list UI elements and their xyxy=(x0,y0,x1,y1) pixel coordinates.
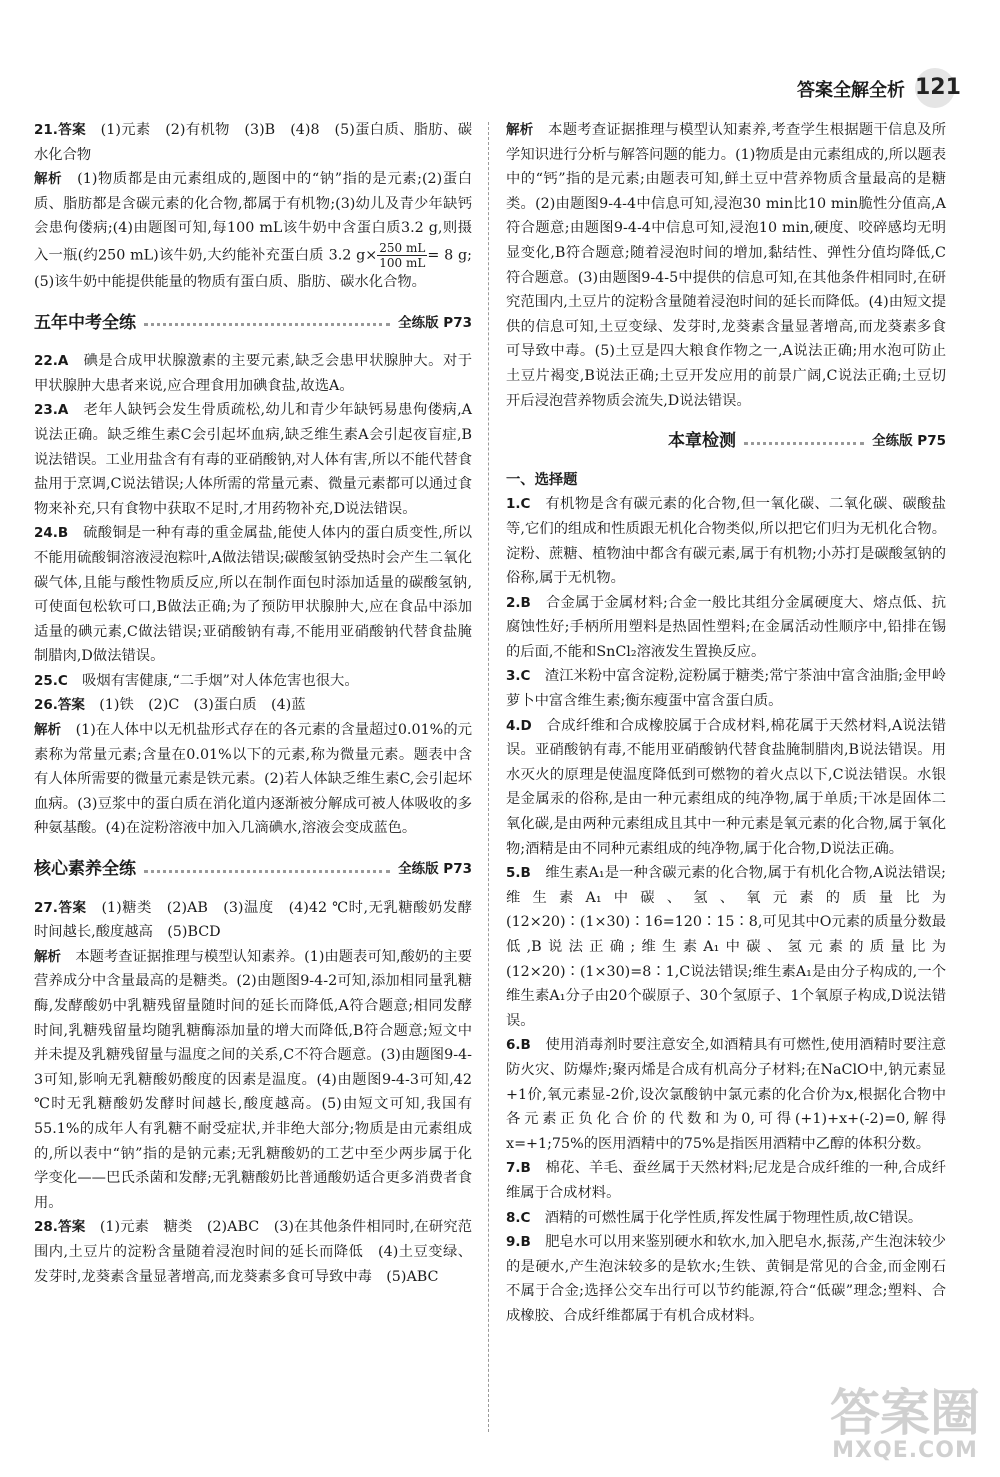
r5: 5.B 维生素A₁是一种含碳元素的化合物,属于有机化合物,A说法错误;维生素A₁中碳、氢、氧元素的质量比为(12×20)∶(1×30)∶16=120∶15∶8,可见其中O元素的质量分数最低,B说法正确;维生素A₁中碳、氢元素的质量比为(12×20)∶(1×30)=8∶1,C说法错误;维生素A₁是由分子构成的,一个维生素A₁分子由20个碳原子、30个氢原子、1个氧原子构成,D说法错误。 xyxy=(506,865,946,1029)
q27-explanation: 解析 本题考查证据推理与模型认知素养。(1)由题表可知,酸奶的主要营养成分中含量最高的是糖类。(2)由题图9-4-2可知,添加相同量乳糖酶,发酵酸奶中乳糖残留量随时间的延长而降低,A符合题意;相同发酵时间,乳糖残留量均随乳糖酶添加量的增大而降低,B符合题意;短文中并未提及乳糖残留量与温度之间的关系,C不符合题意。(3)由题图9-4-3可知,影响无乳糖酸奶酸度的因素是温度。(4)由题图9-4-3可知,42 ℃时无乳糖酸奶发酵时间越长,酸度越高。(5)由短文可知,我国有55.1%的成年人有乳糖不耐受症状,并非绝大部分;物质是由元素组成的,所以表中“钠”指的是钠元素;无乳糖酸奶的工艺中至少两步属于化学变化——巴氏杀菌和发酵;无乳糖酸奶比普通酸奶适合更多消费者食用。 xyxy=(34,948,473,1211)
section-heading: 核心素养全练 全练版 P73 xyxy=(34,859,472,880)
q21-explanation: 解析 (1)物质都是由元素组成的,题图中的“钠”指的是元素;(2)蛋白质、脂肪都是含碳元素的化合物,都属于有机物;(3)幼儿及青少年缺钙会患佝偻病;(4)由题图可知,每100 mL该牛奶中含蛋白质3.2 g,则摄入一瓶(约250 mL)该牛奶,大约能补充蛋白质 3.2 g× $\frac{250 mL}{100 mL}$ = 8 g;(5)该牛奶中能提供能量的物质有蛋白质、脂肪、碳水化合物。 xyxy=(34,171,473,290)
q26-answer: 26.答案 (1)铁 (2)C (3)蛋白质 (4)蓝 xyxy=(34,697,306,714)
r9: 9.B 肥皂水可以用来鉴别硬水和软水,加入肥皂水,振荡,产生泡沫较少的是硬水,产生泡沫较多的是软水;生铁、黄铜是常见的合金,而金刚石不属于合金;选择公交车出行可以节约能源,符合“低碳”理念;塑料、合成橡胶、合成纤维都属于有机合成材料。 xyxy=(506,1234,947,1324)
q25: 25.C 吸烟有害健康,“二手烟”对人体危害也很大。 xyxy=(34,672,359,689)
r2: 2.B 合金属于金属材料;合金一般比其组分金属硬度大、熔点低、抗腐蚀性好;手柄所用塑料是热固性塑料;在金属活动性顺序中,铅排在锡的后面,不能和SnCl₂溶液发生置换反应。 xyxy=(506,594,946,660)
r6: 6.B 使用消毒剂时要注意安全,如酒精具有可燃性,使用酒精时要注意防火灾、防爆炸;聚丙烯是合成有机高分子材料;在NaClO中,钠元素显+1价,氧元素显-2价,设次氯酸钠中氯元素的化合价为x,根据化合物中各元素正负化合价的代数和为0,可得(+1)+x+(-2)=0,解得x=+1;75%的医用酒精中的75%是指医用酒精中乙醇的体积分数。 xyxy=(506,1037,946,1152)
r7: 7.B 棉花、羊毛、蚕丝属于天然材料;尼龙是合成纤维的一种,合成纤维属于合成材料。 xyxy=(506,1160,947,1201)
q23: 23.A 老年人缺钙会发生骨质疏松,幼儿和青少年缺钙易患佝偻病,A说法正确。缺乏维生素C会引起坏血病,缺乏维生素A会引起夜盲症,B说法错误。工业用盐含有有毒的亚硝酸钠,对人体有害,所以不能代替食盐用于烹调,C说法错误;人体所需的常量元素、微量元素都可以通过食物来补充,只有食物中获取不足时,才用药物补充,D说法错误。 xyxy=(34,402,473,517)
section-heading: 五年中考全练 全练版 P73 xyxy=(34,312,472,333)
watermark-logo: 答案圈 MXQE.COM xyxy=(830,1384,980,1463)
r4: 4.D 合成纤维和合成橡胶属于合成材料,棉花属于天然材料,A说法错误。亚硝酸钠有毒,不能用亚硝酸钠代替食盐腌制腊肉,B说法错误。用水灭火的原理是使温度降低到可燃物的着火点以下,C说法错误。水银是金属汞的俗称,是由一种元素组成的纯净物,属于单质;干冰是固体二氧化碳,是由两种元素组成且其中一种元素是氧元素的化合物,属于氧化物;酒精是由不同种元素组成的纯净物,属于化合物,D说法正确。 xyxy=(506,717,946,857)
q21-answer: 21.答案 (1)元素 (2)有机物 (3)B (4)8 (5)蛋白质、脂肪、碳水化合物 xyxy=(34,122,473,163)
right-column xyxy=(506,118,946,1329)
fraction: $\frac{250 mL}{100 mL}$ xyxy=(379,240,426,270)
left-column xyxy=(34,118,472,1289)
header-title: 答案全解全析 xyxy=(797,80,905,101)
q24: 24.B 硫酸铜是一种有毒的重金属盐,能使人体内的蛋白质变性,所以不能用硫酸铜溶液浸泡粽叶,A做法错误;碳酸氢钠受热时会产生二氧化碳气体,且能与酸性物质反应,所以在制作面包时添加适量的碳酸氢钠,可使面包松软可口,B做法正确;为了预防甲状腺肿大,应在食品中添加适量的碘元素,C做法错误;亚硝酸钠有毒,不能用亚硝酸钠代替食盐腌制腊肉,D做法错误。 xyxy=(34,525,473,665)
q22: 22.A 碘是合成甲状腺激素的主要元素,缺乏会患甲状腺肿大。对于甲状腺肿大患者来说,应合理食用加碘食盐,故选A。 xyxy=(34,353,472,394)
q27-answer: 27.答案 (1)糖类 (2)AB (3)温度 (4)42 ℃时,无乳糖酸奶发酵时间越长,酸度越高 (5)BCD xyxy=(34,899,473,941)
q28-explanation: 解析 本题考查证据推理与模型认知素养,考查学生根据题干信息及所学知识进行分析与解答问题的能力。(1)物质是由元素组成的,所以题表中的“钙”指的是元素;由题表可知,鲜土豆中营养物质含量最高的是糖类。(2)由题图9-4-4中信息可知,浸泡30 min比10 min脆性分值高,A符合题意;由题图9-4-4中信息可知,浸泡10 min,硬度、咬碎感均无明显变化,B符合题意;随着浸泡时间的增加,黏结性、弹性分值均降低,C符合题意。(3)由题图9-4-5中提供的信息可知,在其他条件相同时,在研究范围内,土豆片的淀粉含量随着浸泡时间的延长而降低。(4)由短文提供的信息可知,土豆变绿、发芽时,龙葵素含量显著增高,而龙葵素多食可导致中毒。(5)土豆是四大粮食作物之一,A说法正确;用水泡可防止土豆片褐变,B说法正确;土豆开发应用的前景广阔,C说法正确;土豆切开后浸泡营养物质会流失,D说法错误。 xyxy=(506,122,947,409)
r8: 8.C 酒精的可燃性属于化学性质,挥发性属于物理性质,故C错误。 xyxy=(506,1209,923,1226)
r3: 3.C 渣江米粉中富含淀粉,淀粉属于糖类;常宁茶油中富含油脂;金甲岭萝卜中富含维生素;衡东瘦蛋中富含蛋白质。 xyxy=(506,668,946,710)
part-heading: 一、选择题 xyxy=(506,471,578,488)
page-number: 121 xyxy=(915,68,955,108)
column-divider xyxy=(488,122,489,1432)
section-heading: 本章检测 全练版 P75 xyxy=(668,431,946,452)
q28-answer: 28.答案 (1)元素 糖类 (2)ABC (3)在其他条件相同时,在研究范围内,土豆片的淀粉含量随着浸泡时间的延长而降低 (4)土豆变绿、发芽时,龙葵素含量显著增高,而龙葵素多食可导致中毒 (5)ABC xyxy=(34,1219,473,1285)
r1: 1.C 有机物是含有碳元素的化合物,但一氧化碳、二氧化碳、碳酸盐等,它们的组成和性质跟无机化合物类似,所以把它们归为无机化合物。淀粉、蔗糖、植物油中都含有碳元素,属于有机物;小苏打是碳酸氢钠的俗称,属于无机物。 xyxy=(506,496,947,587)
q26-explanation: 解析 (1)在人体中以无机盐形式存在的各元素的含量超过0.01%的元素称为常量元素;含量在0.01%以下的元素,称为微量元素。题表中含有人体所需要的微量元素是铁元素。(2)若人体缺乏维生素C,会引起坏血病。(3)豆浆中的蛋白质在消化道内逐渐被分解成可被人体吸收的多种氨基酸。(4)在淀粉溶液中加入几滴碘水,溶液会变成蓝色。 xyxy=(34,722,473,837)
